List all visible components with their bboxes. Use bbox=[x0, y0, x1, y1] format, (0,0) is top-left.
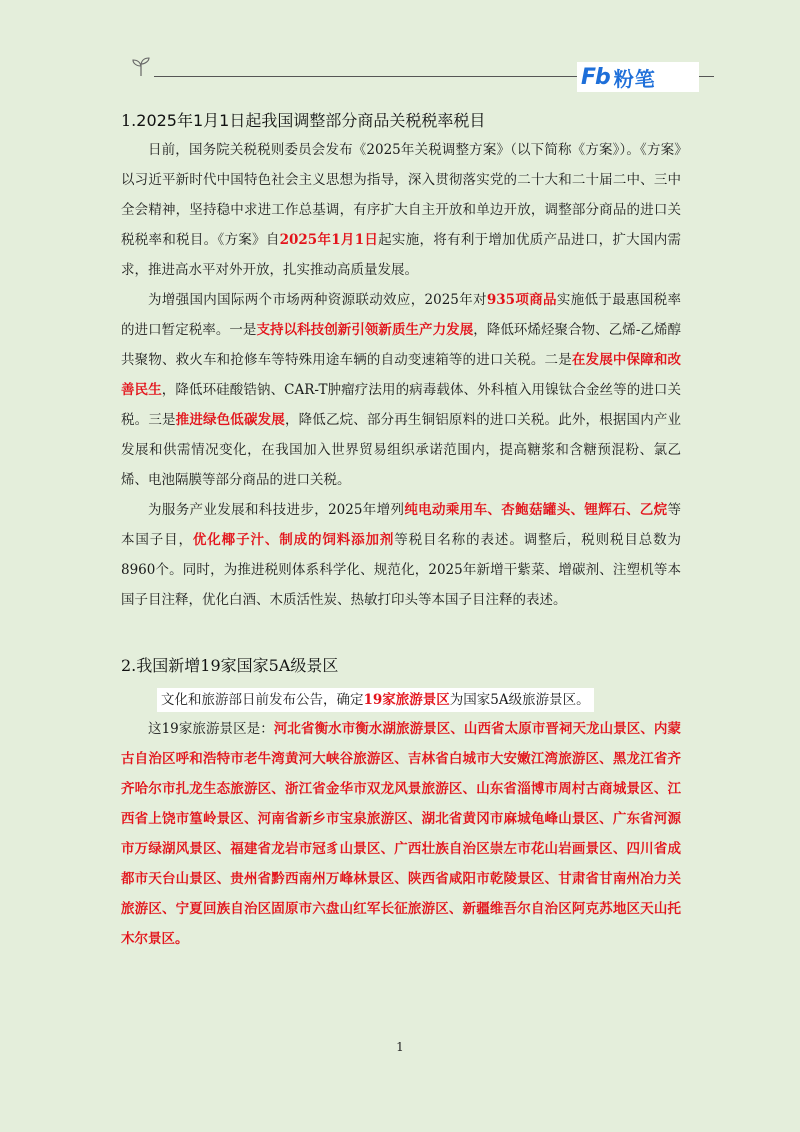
text: 为服务产业发展和科技进步，2025年增列 bbox=[148, 502, 405, 518]
highlight-count: 935项商品 bbox=[486, 292, 557, 308]
list-intro: 这19家旅游景区是： bbox=[148, 721, 274, 737]
text: 实施低于最惠国税率的进口暂定税率。一是 bbox=[121, 292, 682, 338]
text: ，降低环烯烃聚合物、乙烯-乙烯醇共聚物、救火车和抢修车等特殊用途车辆的自动变速箱等的进口关税。二是 bbox=[121, 322, 682, 368]
section1-heading bbox=[121, 108, 681, 131]
logo-text: 粉笔 bbox=[613, 66, 656, 91]
text: ，降低环硅酸锆钠、CAR-T肿瘤疗法用的病毒载体、外科植入用镍钛合金丝等的进口关税。三是 bbox=[121, 382, 682, 428]
section1-number: 1. bbox=[121, 111, 137, 130]
page-number: 1 bbox=[396, 1040, 404, 1054]
text: 起实施，将有利于增加优质产品进口，扩大国内需求，推进高水平对外开放，扎实推动高质量发展。 bbox=[121, 232, 682, 278]
section1-paragraph-3 bbox=[121, 495, 681, 615]
scenic-list-paragraph bbox=[121, 714, 681, 954]
sprout-icon bbox=[130, 56, 152, 78]
highlight-optimized-items: 优化椰子汁、制成的饲料添加剂 bbox=[192, 532, 395, 548]
highlight-point-1: 支持以科技创新引领新质生产力发展 bbox=[256, 322, 474, 338]
section2-heading bbox=[121, 653, 681, 676]
announcement-line bbox=[121, 688, 681, 712]
text: 日前，国务院关税税则委员会发布《2025年关税调整方案》（以下简称《方案》）。《方案》以习近平新时代中国特色社会主义思想为指导，深入贯彻落实党的二十大和二十届二中、三中全会精神，坚持稳中求进工作总基调，有序扩大自主开放和单边开放，调整部分商品的进口关税税率和税目。《方案》自 bbox=[121, 142, 681, 248]
highlight-scenic-count: 19家旅游景区 bbox=[363, 692, 450, 708]
text: 为国家5A级旅游景区。 bbox=[449, 692, 590, 708]
text: ，降低乙烷、部分再生铜铝原料的进口关税。此外，根据国内产业发展和供需情况变化，在我国加入世界贸易组织承诺范围内，提高糖浆和含糖预混粉、氯乙烯、电池隔膜等部分商品的进口关税。 bbox=[121, 412, 682, 488]
highlight-point-2: 在发展中保障和改善民生 bbox=[121, 352, 682, 398]
section2-title-part: 19 bbox=[200, 656, 221, 675]
text: 等税目名称的表述。调整后，税则税目总数为8960个。同时，为推进税则体系科学化、规范化，2025年新增干紫菜、增碳剂、注塑机等本国子目注释，优化白酒、木质活性炭、热敏打印头等本国子目注释的表述。 bbox=[121, 532, 682, 608]
logo-mark: Fb bbox=[581, 64, 610, 90]
text: 等本国子目， bbox=[121, 502, 681, 548]
highlight-new-items: 纯电动乘用车、杏鲍菇罐头、锂辉石、乙烷 bbox=[404, 502, 668, 518]
highlight-date: 2025年1月1日 bbox=[279, 232, 379, 248]
fenbi-logo bbox=[577, 62, 699, 92]
scenic-area-list: 河北省衡水市衡水湖旅游景区、山西省太原市晋祠天龙山景区、内蒙古自治区呼和浩特市老牛湾黄河大峡谷旅游区、吉林省白城市大安嫩江湾旅游区、黑龙江省齐齐哈尔市扎龙生态旅游区、浙江省金华市双龙风景旅游区、山东省淄博市周村古商城景区、江西省上饶市篁岭景区、河南省新乡市宝泉旅游区、湖北省黄冈市麻城龟峰山景区、广东省河源市万绿湖风景区、福建省龙岩市冠豸山景区、广西壮族自治区崇左市花山岩画景区、四川省成都市天台山景区、贵州省黔西南州万峰林景区、陕西省咸阳市乾陵景区、甘肃省甘南州冶力关旅游区、宁夏回族自治区固原市六盘山红军长征旅游区、新疆维吾尔自治区阿克苏地区天山托木尔景区。 bbox=[121, 721, 682, 947]
section2-number: 2. bbox=[121, 656, 137, 675]
section1-title: 2025年1月1日起我国调整部分商品关税税率税目 bbox=[136, 111, 486, 130]
section1-paragraph-2 bbox=[121, 285, 681, 495]
section2-title-part: 5A bbox=[268, 656, 291, 675]
section2-title-part: 家国家 bbox=[220, 656, 269, 675]
section1-paragraph-1 bbox=[121, 135, 681, 285]
text: 文化和旅游部日前发布公告，确定 bbox=[161, 692, 364, 708]
section2-title-part: 我国新增 bbox=[136, 656, 201, 675]
document-body bbox=[121, 104, 681, 954]
page-header bbox=[130, 52, 700, 92]
text: 为增强国内国际两个市场两种资源联动效应，2025年对 bbox=[148, 292, 487, 308]
announcement-box bbox=[157, 688, 594, 712]
highlight-point-3: 推进绿色低碳发展 bbox=[175, 412, 285, 428]
section2-title-part: 级景区 bbox=[290, 656, 339, 675]
